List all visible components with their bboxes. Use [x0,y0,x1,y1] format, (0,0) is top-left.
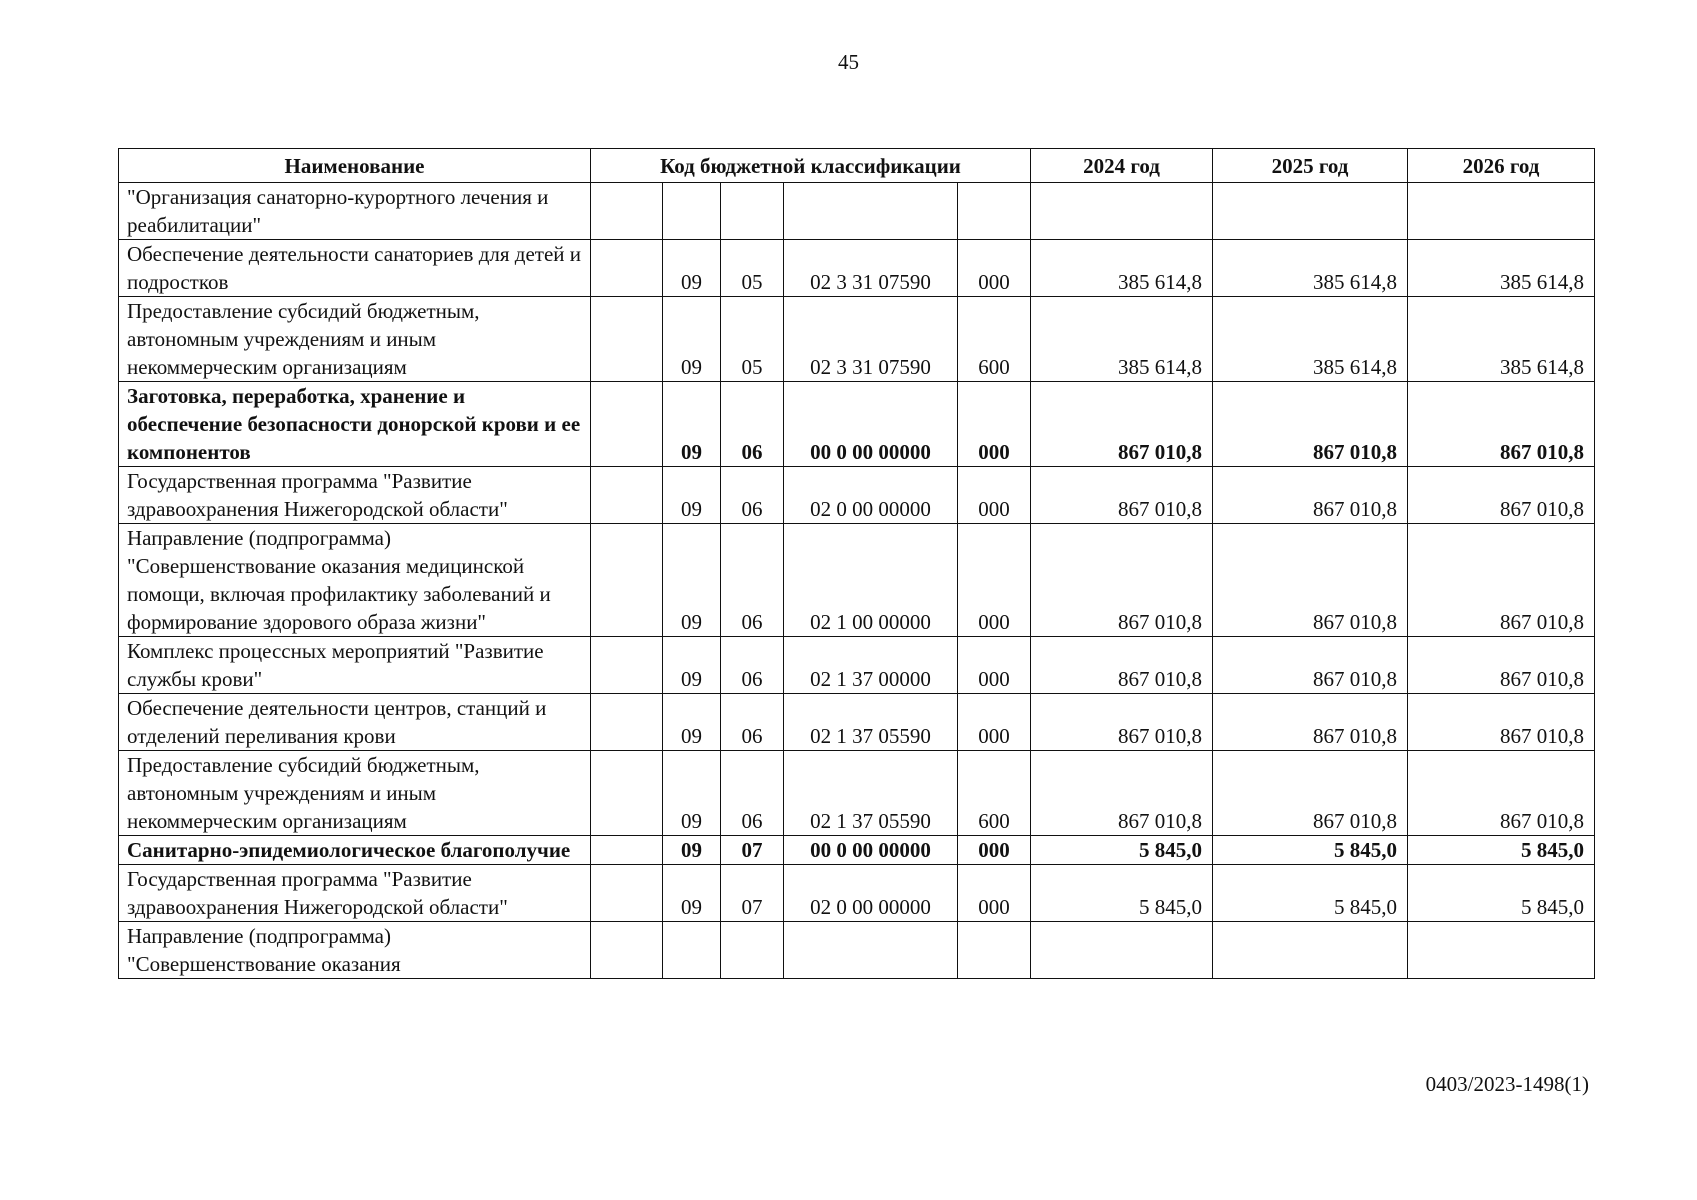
row-value-2026: 5 845,0 [1408,836,1595,865]
row-value-2026: 867 010,8 [1408,467,1595,524]
row-target-code: 02 0 00 00000 [784,467,958,524]
row-value-2024: 867 010,8 [1031,694,1213,751]
row-subsection-code: 05 [721,297,784,382]
row-value-2026: 5 845,0 [1408,865,1595,922]
row-section-code [663,922,721,979]
budget-table [118,148,1595,979]
row-blank-cell [591,382,663,467]
row-value-2024: 867 010,8 [1031,524,1213,637]
row-name-cell: Предоставление субсидий бюджетным, автономным учреждениям и иным некоммерческим организациям [119,297,591,382]
row-section-code [663,183,721,240]
row-value-2025: 867 010,8 [1213,694,1408,751]
row-name-cell: Государственная программа "Развитие здравоохранения Нижегородской области" [119,467,591,524]
row-blank-cell [591,865,663,922]
row-section-code: 09 [663,637,721,694]
row-expense-type-code: 000 [958,637,1031,694]
row-name-cell: Обеспечение деятельности центров, станций и отделений переливания крови [119,694,591,751]
table-row [119,240,1595,297]
row-section-code: 09 [663,865,721,922]
row-subsection-code: 06 [721,382,784,467]
row-value-2024 [1031,183,1213,240]
row-subsection-code: 05 [721,240,784,297]
row-blank-cell [591,297,663,382]
row-target-code: 00 0 00 00000 [784,382,958,467]
row-value-2025 [1213,183,1408,240]
row-section-code: 09 [663,524,721,637]
row-name-cell: Санитарно-эпидемиологическое благополучие [119,836,591,865]
row-target-code: 02 1 37 05590 [784,751,958,836]
table-row [119,694,1595,751]
row-expense-type-code: 000 [958,836,1031,865]
row-target-code: 02 3 31 07590 [784,240,958,297]
header-2025: 2025 год [1213,149,1408,183]
row-section-code: 09 [663,240,721,297]
row-value-2026: 867 010,8 [1408,751,1595,836]
row-blank-cell [591,467,663,524]
row-target-code [784,183,958,240]
row-blank-cell [591,836,663,865]
row-expense-type-code [958,922,1031,979]
row-target-code: 02 1 37 05590 [784,694,958,751]
table-row [119,751,1595,836]
row-expense-type-code: 000 [958,382,1031,467]
row-subsection-code: 07 [721,836,784,865]
row-subsection-code: 06 [721,694,784,751]
row-value-2024: 5 845,0 [1031,865,1213,922]
row-subsection-code: 07 [721,865,784,922]
row-blank-cell [591,524,663,637]
row-section-code: 09 [663,382,721,467]
table-row [119,183,1595,240]
row-subsection-code [721,922,784,979]
row-name-cell: Заготовка, переработка, хранение и обеспечение безопасности донорской крови и ее компонентов [119,382,591,467]
row-value-2024: 867 010,8 [1031,751,1213,836]
row-target-code: 02 1 37 00000 [784,637,958,694]
row-blank-cell [591,922,663,979]
row-value-2026: 867 010,8 [1408,694,1595,751]
row-name-cell: Комплекс процессных мероприятий "Развитие службы крови" [119,637,591,694]
table-row [119,865,1595,922]
row-value-2025: 867 010,8 [1213,524,1408,637]
header-2024: 2024 год [1031,149,1213,183]
row-subsection-code: 06 [721,524,784,637]
row-target-code: 02 1 00 00000 [784,524,958,637]
row-subsection-code: 06 [721,637,784,694]
row-blank-cell [591,751,663,836]
row-value-2025: 5 845,0 [1213,865,1408,922]
row-expense-type-code: 000 [958,865,1031,922]
row-name-cell: Государственная программа "Развитие здравоохранения Нижегородской области" [119,865,591,922]
row-value-2024: 867 010,8 [1031,467,1213,524]
header-2026: 2026 год [1408,149,1595,183]
row-target-code: 00 0 00 00000 [784,836,958,865]
row-expense-type-code: 000 [958,694,1031,751]
row-blank-cell [591,240,663,297]
row-value-2026 [1408,922,1595,979]
row-expense-type-code: 000 [958,467,1031,524]
table-header-row [119,149,1595,183]
row-target-code [784,922,958,979]
row-value-2025: 867 010,8 [1213,467,1408,524]
header-code: Код бюджетной классификации [591,149,1031,183]
table-row [119,524,1595,637]
row-subsection-code [721,183,784,240]
row-value-2026: 867 010,8 [1408,382,1595,467]
row-value-2026: 867 010,8 [1408,637,1595,694]
row-section-code: 09 [663,836,721,865]
table-row [119,836,1595,865]
table-row [119,467,1595,524]
row-expense-type-code: 000 [958,240,1031,297]
row-blank-cell [591,183,663,240]
row-blank-cell [591,694,663,751]
row-name-cell: "Организация санаторно-курортного лечения и реабилитации" [119,183,591,240]
row-section-code: 09 [663,694,721,751]
row-value-2025 [1213,922,1408,979]
row-value-2025: 867 010,8 [1213,637,1408,694]
row-expense-type-code [958,183,1031,240]
row-value-2026: 867 010,8 [1408,524,1595,637]
table-row [119,297,1595,382]
page-number: 45 [838,50,859,74]
table-row [119,382,1595,467]
row-blank-cell [591,637,663,694]
row-value-2026: 385 614,8 [1408,297,1595,382]
row-value-2026: 385 614,8 [1408,240,1595,297]
table-body [119,183,1595,979]
row-value-2025: 867 010,8 [1213,382,1408,467]
row-value-2025: 5 845,0 [1213,836,1408,865]
row-value-2024 [1031,922,1213,979]
row-value-2025: 385 614,8 [1213,297,1408,382]
row-expense-type-code: 600 [958,751,1031,836]
table-row [119,922,1595,979]
row-value-2024: 867 010,8 [1031,637,1213,694]
row-value-2024: 385 614,8 [1031,240,1213,297]
row-section-code: 09 [663,751,721,836]
row-name-cell: Направление (подпрограмма) "Совершенствование оказания [119,922,591,979]
row-target-code: 02 3 31 07590 [784,297,958,382]
header-name: Наименование [119,149,591,183]
row-value-2026 [1408,183,1595,240]
row-value-2024: 867 010,8 [1031,382,1213,467]
row-value-2024: 5 845,0 [1031,836,1213,865]
row-name-cell: Обеспечение деятельности санаториев для детей и подростков [119,240,591,297]
row-value-2025: 385 614,8 [1213,240,1408,297]
table-row [119,637,1595,694]
row-target-code: 02 0 00 00000 [784,865,958,922]
row-expense-type-code: 000 [958,524,1031,637]
row-section-code: 09 [663,297,721,382]
footer-document-code: 0403/2023-1498(1) [1425,1072,1589,1096]
row-name-cell: Направление (подпрограмма) "Совершенствование оказания медицинской помощи, включая профилактику заболеваний и формирование здорового образа жизни" [119,524,591,637]
row-name-cell: Предоставление субсидий бюджетным, автономным учреждениям и иным некоммерческим организациям [119,751,591,836]
row-value-2024: 385 614,8 [1031,297,1213,382]
row-value-2025: 867 010,8 [1213,751,1408,836]
row-subsection-code: 06 [721,467,784,524]
row-subsection-code: 06 [721,751,784,836]
row-section-code: 09 [663,467,721,524]
row-expense-type-code: 600 [958,297,1031,382]
